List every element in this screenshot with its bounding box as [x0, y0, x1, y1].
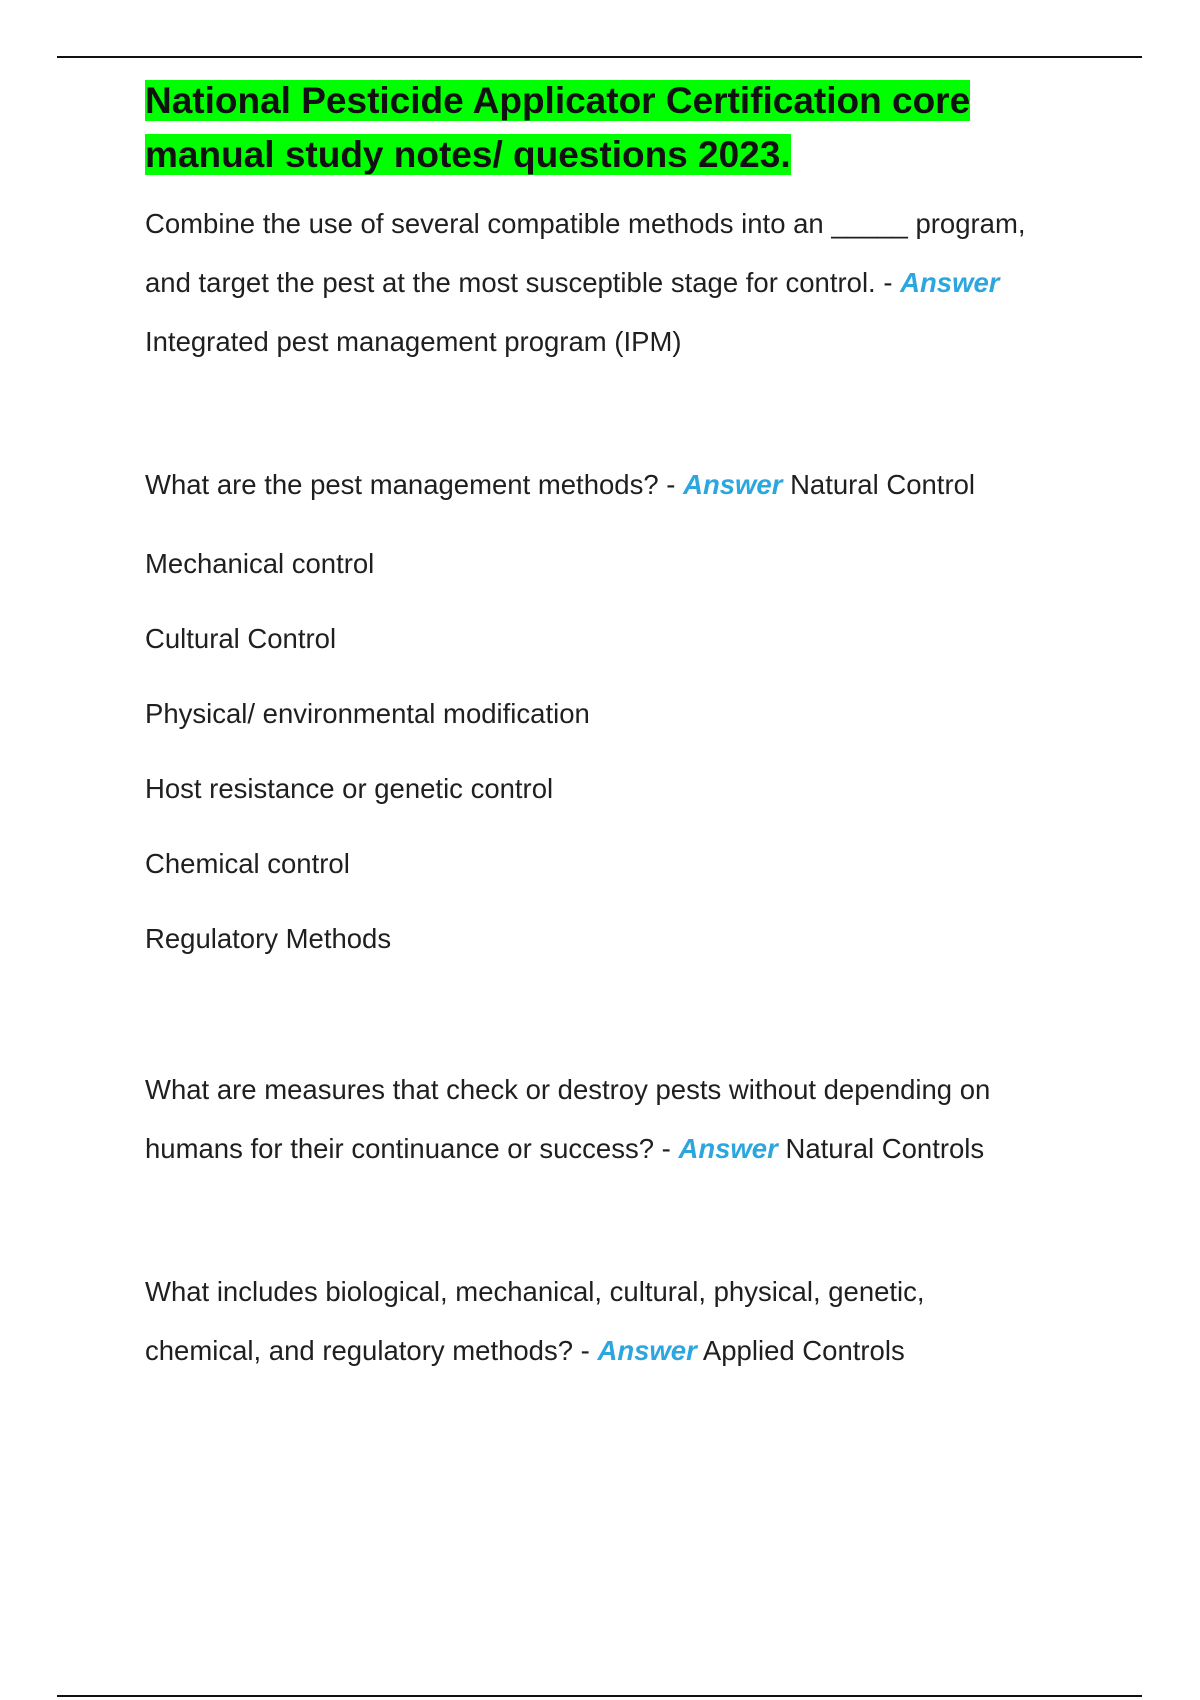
list-item: Chemical control	[145, 848, 350, 879]
question-3-line-2	[145, 1119, 1105, 1178]
question-4-text: chemical, and regulatory methods? -	[145, 1335, 598, 1366]
top-rule	[57, 56, 1142, 58]
answer-label: Answer	[597, 1335, 697, 1366]
question-1	[145, 194, 1105, 371]
list-item: Regulatory Methods	[145, 923, 392, 954]
title-line-2: manual study notes/ questions 2023.	[145, 134, 791, 175]
answer-label: Answer	[900, 267, 1000, 298]
question-4-line-2	[145, 1321, 1105, 1380]
title-line-1: National Pesticide Applicator Certification core	[145, 80, 971, 121]
list-item: Host resistance or genetic control	[145, 773, 554, 804]
question-4	[145, 1262, 1105, 1380]
question-4-line-1: What includes biological, mechanical, cultural, physical, genetic,	[145, 1276, 925, 1307]
question-2	[145, 455, 1105, 976]
question-1-answer: Integrated pest management program (IPM)	[145, 326, 682, 357]
answer-label: Answer	[683, 469, 783, 500]
list-item: Physical/ environmental modification	[145, 698, 590, 729]
question-2-line	[145, 455, 1105, 514]
question-2-answer-first: Natural Control	[790, 469, 976, 500]
question-1-line-1: Combine the use of several compatible methods into an _____ program,	[145, 208, 1026, 239]
question-4-answer: Applied Controls	[702, 1335, 905, 1366]
answer-list	[145, 526, 1105, 976]
document-body	[145, 74, 1105, 1380]
answer-label: Answer	[678, 1133, 778, 1164]
question-3-text: humans for their continuance or success? -	[145, 1133, 679, 1164]
list-item: Cultural Control	[145, 623, 337, 654]
document-title	[145, 74, 1105, 182]
question-3-answer: Natural Controls	[785, 1133, 985, 1164]
question-3-line-1: What are measures that check or destroy pests without depending on	[145, 1074, 991, 1105]
question-1-line-2	[145, 253, 1105, 312]
question-1-text: and target the pest at the most susceptible stage for control. -	[145, 267, 901, 298]
question-3	[145, 1060, 1105, 1178]
bottom-rule	[57, 1695, 1142, 1697]
list-item: Mechanical control	[145, 548, 375, 579]
question-2-text: What are the pest management methods? -	[145, 469, 684, 500]
